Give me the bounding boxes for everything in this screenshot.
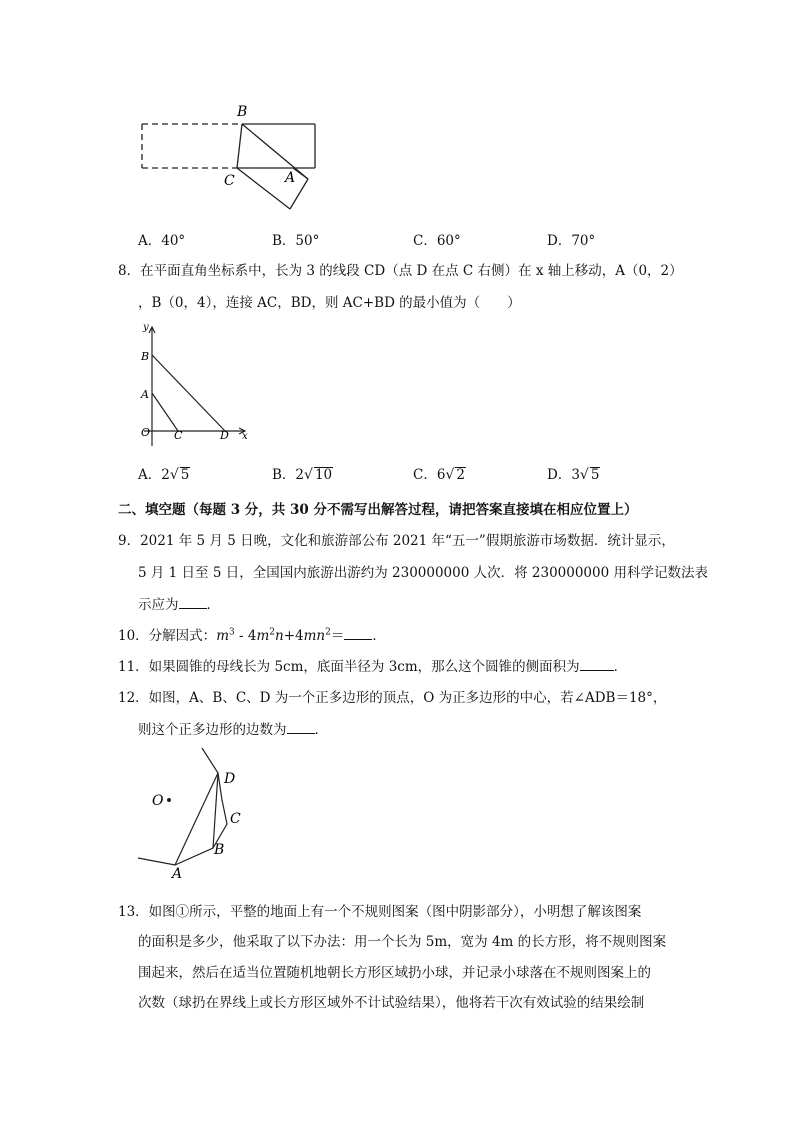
q13-line4: 次数（球扔在界线上或长方形区域外不计试验结果），他将若干次有效试验的结果绘制 bbox=[138, 995, 645, 1011]
q8-option-b-coef: 2 bbox=[295, 467, 305, 483]
q8-point-d: D bbox=[220, 429, 229, 442]
q7-option-c: C．60° bbox=[413, 233, 461, 249]
q9-line3-suffix: ． bbox=[206, 597, 220, 613]
q12-answer-blank[interactable] bbox=[287, 721, 315, 734]
q10-exp2b: 2 bbox=[325, 627, 331, 638]
q7-label-c: C bbox=[224, 173, 235, 189]
q12-line2 bbox=[138, 718, 328, 738]
q10-m: m bbox=[216, 628, 229, 644]
q8-option-d-radicand: 5 bbox=[590, 467, 600, 483]
q8-point-a: A bbox=[141, 388, 149, 401]
q9-line3-prefix: 示应为 bbox=[138, 597, 179, 613]
q10-eq: ＝ bbox=[330, 628, 345, 644]
q8-point-c: C bbox=[174, 429, 183, 442]
q8-axis-y: y bbox=[143, 322, 149, 333]
q12-label-c: C bbox=[230, 811, 241, 827]
q10-n: n bbox=[275, 628, 284, 644]
q12-label-b: B bbox=[214, 842, 225, 858]
q7-label-a: A bbox=[285, 170, 296, 186]
q10-exp3: 3 bbox=[229, 627, 235, 638]
q8-option-b-prefix: B． bbox=[272, 467, 296, 483]
q11-answer-blank[interactable] bbox=[580, 658, 614, 671]
q9-line2: 5 月 1 日至 5 日，全国国内旅游出游约为 230000000 人次．将 230000000 用科学记数法表 bbox=[138, 565, 708, 581]
q8-option-b-radicand: 10 bbox=[314, 467, 333, 483]
q8-option-c: C．6√ 2 bbox=[413, 467, 465, 483]
q10-suffix: ． bbox=[372, 628, 386, 644]
q8-option-d-prefix: D． bbox=[547, 467, 572, 483]
q10-mn: mn bbox=[303, 628, 326, 644]
q8-option-d-coef: 3 bbox=[571, 467, 580, 483]
q7-label-b: B bbox=[237, 104, 248, 120]
section-heading-fill-blank: 二、填空题（每题 3 分，共 30 分不需写出解答过程，请把答案直接填在相应位置上） bbox=[118, 502, 638, 518]
q10-line bbox=[118, 624, 386, 644]
q8-option-d: D．3√ 5 bbox=[547, 467, 600, 483]
q13-line1: 13．如图①所示，平整的地面上有一个不规则图案（图中阴影部分），小明想了解该图案 bbox=[118, 904, 642, 920]
q8-option-c-prefix: C． bbox=[413, 467, 437, 483]
q8-figure bbox=[136, 318, 266, 448]
q12-line1: 12．如图，A、B、C、D 为一个正多边形的顶点，O 为正多边形的中心，若∠ADB＝18°， bbox=[118, 690, 667, 706]
q8-option-c-radicand: 2 bbox=[456, 467, 465, 483]
q7-option-b: B．50° bbox=[272, 233, 320, 249]
q12-label-d: D bbox=[224, 771, 236, 787]
q8-origin-o: O bbox=[141, 426, 151, 439]
q12-figure bbox=[130, 742, 260, 880]
q12-label-a: A bbox=[172, 866, 183, 880]
q10-prefix: 10．分解因式： bbox=[118, 628, 217, 644]
q10-minus: - 4 bbox=[234, 628, 257, 644]
q8-option-a-radicand: 5 bbox=[180, 467, 190, 483]
q8-option-b: B．2√ 10 bbox=[272, 467, 333, 483]
q8-point-b: B bbox=[141, 350, 150, 363]
q7-option-a: A．40° bbox=[138, 233, 186, 249]
q9-line3 bbox=[138, 593, 220, 613]
q8-axis-x: x bbox=[242, 431, 248, 442]
q10-m2: m bbox=[256, 628, 270, 644]
q10-exp2a: 2 bbox=[269, 627, 276, 638]
q13-line2: 的面积是多少，他采取了以下办法：用一个长为 5m，宽为 4m 的长方形，将不规则图案 bbox=[138, 934, 667, 950]
q7-figure bbox=[130, 100, 330, 215]
q13-line3: 围起来，然后在适当位置随机地朝长方形区域扔小球，并记录小球落在不规则图案上的 bbox=[138, 965, 651, 981]
q9-answer-blank[interactable] bbox=[179, 596, 207, 609]
q11-line bbox=[118, 655, 627, 675]
q12-line2-prefix: 则这个正多边形的边数为 bbox=[138, 722, 287, 738]
q8-option-c-coef: 6 bbox=[436, 467, 446, 483]
q10-plus: +4 bbox=[283, 628, 304, 644]
q7-option-d: D．70° bbox=[547, 233, 596, 249]
q8-option-a-coef: 2 bbox=[161, 467, 170, 483]
q11-text: 11．如果圆锥的母线长为 5cm，底面半径为 3cm，那么这个圆锥的侧面积为 bbox=[118, 659, 580, 675]
q11-suffix: ． bbox=[613, 659, 628, 675]
q8-stem-line2: ，B（0，4），连接 AC，BD，则 AC+BD 的最小值为（ ） bbox=[138, 295, 521, 311]
q8-option-a: A．2√ 5 bbox=[138, 467, 190, 483]
q9-line1: 9．2021 年 5 月 5 日晚，文化和旅游部公布 2021 年“五一”假期旅游市场数据．统计显示， bbox=[118, 533, 675, 549]
q12-label-o: O bbox=[152, 793, 164, 809]
q10-answer-blank[interactable] bbox=[344, 627, 372, 640]
q8-stem-line1: 8．在平面直角坐标系中，长为 3 的线段 CD（点 D 在点 C 右侧）在 x 轴上移动，A（0，2） bbox=[118, 263, 683, 279]
q8-option-a-prefix: A． bbox=[138, 467, 162, 483]
q12-line2-suffix: ． bbox=[314, 722, 328, 738]
